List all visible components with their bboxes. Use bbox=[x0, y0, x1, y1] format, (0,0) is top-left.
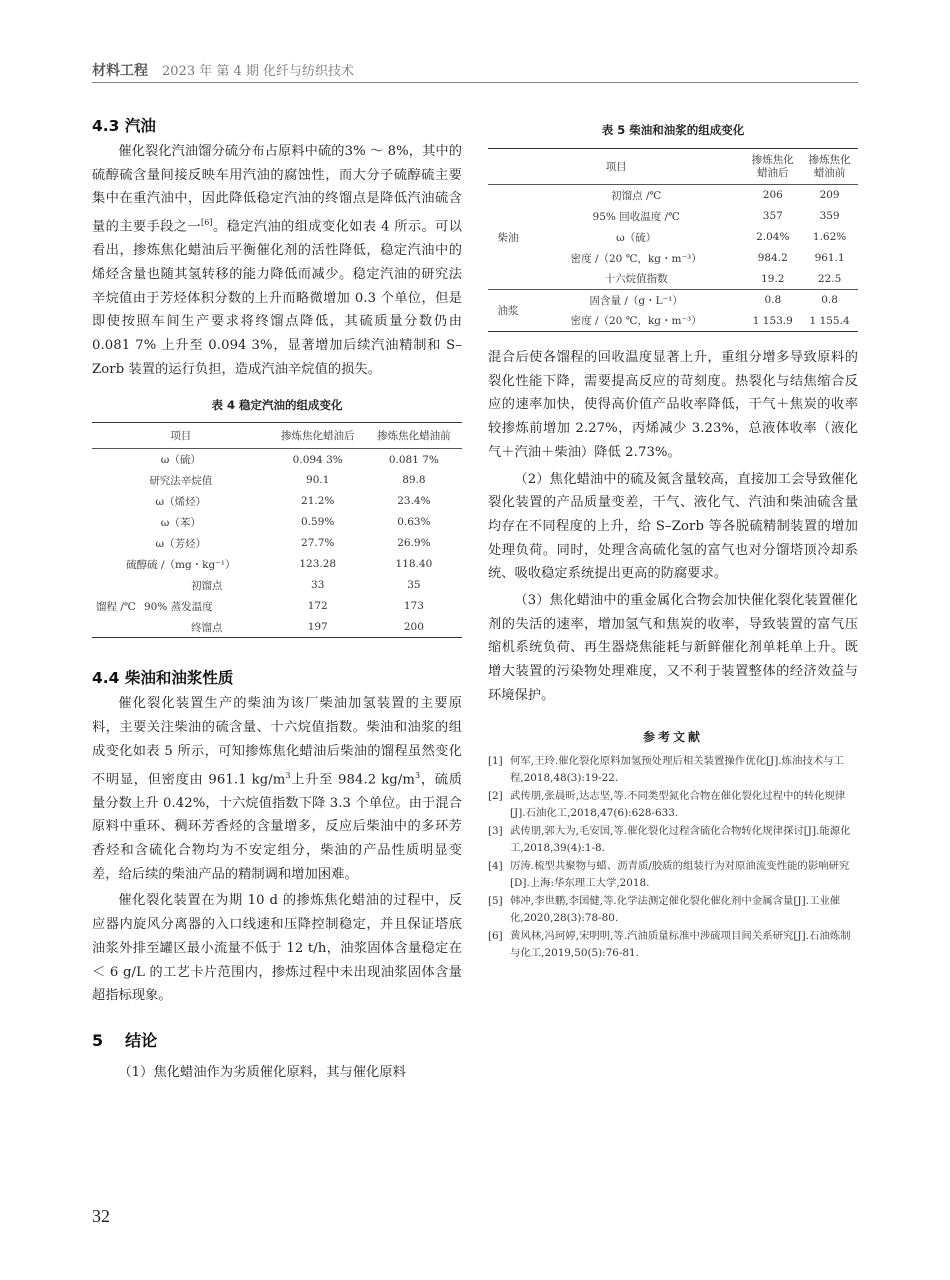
table-cell: 1 153.9 bbox=[752, 314, 793, 327]
table-4-caption: 表 4 稳定汽油的组成变化 bbox=[211, 398, 343, 413]
table-cell: 固含量 /（g・L⁻¹） bbox=[589, 294, 683, 307]
section-4-4-paragraph-2: 催化裂化装置在为期 10 d 的掺炼焦化蜡油的过程中，反应器内旋风分离器的入口线速和压降控制稳定，并且保证塔底油浆外排至罐区最小流量不低于 12 t/h，油浆固体含量稳定在＜ 6 g/L 的工艺卡片范围内，掺炼过程中未出现油浆固体含量超指标现象。 bbox=[92, 893, 462, 1004]
table-cell: ω（硫） bbox=[616, 231, 657, 244]
reference-item bbox=[488, 858, 858, 893]
conclusion-paragraph-3: （3）焦化蜡油中的重金属化合物会加快催化裂化装置催化剂的失活的速率，增加氢气和焦炭的收率，导致装置的富气压缩机系统负荷、再生器烧焦能耗与新鲜催化剂单耗单上升。既增大装置的污染物处理难度，又不利于装置整体的经济效益与环境保护。 bbox=[488, 593, 858, 703]
reference-number: [3] bbox=[488, 824, 503, 837]
table-cell: 十六烷值指数 bbox=[604, 273, 668, 286]
section-5-title bbox=[92, 1028, 462, 1051]
header-rule bbox=[92, 82, 858, 83]
table-cell: 27.7% bbox=[301, 537, 335, 550]
reference-item bbox=[488, 928, 858, 963]
table-cell: ω（苯） bbox=[160, 516, 201, 529]
section-5-number: 5 bbox=[92, 1030, 104, 1050]
references-title: 参考文献 bbox=[642, 729, 703, 744]
table-cell: 终馏点 bbox=[191, 621, 223, 634]
table-cell: 23.4% bbox=[397, 495, 431, 508]
table-row bbox=[488, 290, 858, 311]
table-group-label: 柴油 bbox=[497, 231, 519, 244]
table-row bbox=[92, 617, 462, 638]
table-cell: 密度 /（20 ℃，kg・m⁻³） bbox=[570, 252, 702, 265]
reference-number: [4] bbox=[488, 859, 503, 872]
issue-info: 2023 年 第 4 期 化纤与纺织技术 bbox=[162, 64, 355, 79]
table-cell: 123.28 bbox=[299, 558, 337, 571]
reference-number: [6] bbox=[488, 929, 503, 942]
table-cell: 0.8 bbox=[764, 294, 782, 307]
table-cell: 22.5 bbox=[817, 272, 842, 285]
running-header bbox=[92, 60, 858, 80]
reference-text: 武传朋,郭大为,毛安国,等.催化裂化过程含硫化合物转化规律探讨[J].能源化工,2018,39(4):1-8. bbox=[510, 824, 851, 855]
reference-item bbox=[488, 753, 858, 788]
table-cell: 0.59% bbox=[301, 516, 335, 529]
table-cell: 2.04% bbox=[756, 231, 790, 243]
table-cell: 33 bbox=[311, 579, 325, 592]
reference-number: [5] bbox=[488, 894, 503, 907]
section-4-4-paragraph-1: 催化裂化装置生产的柴油为该厂柴油加氢装置的主要原料，主要关注柴油的硫含量、十六烷值指数。柴油和油浆的组成变化如表 5 所示，可知掺炼焦化蜡油后柴油的馏程虽然变化不明显，但密度由 961.1 $kg/m^3$上升至 984.2 $kg/m^3$，硫质量分数上升 0.42%，十六烷值指数下降 3.3 个单位。由于混合原料中重环、稠环芳香烃的含量增多，反应后柴油中的多环芳香烃和含硫化合物均为不安定组分，柴油的产品性质明显变差，给后续的柴油产品的精制调和增加困难。 bbox=[92, 696, 462, 882]
table-cell: 0.8 bbox=[821, 294, 838, 307]
table-4-header: 掺炼焦化蜡油前 bbox=[377, 430, 451, 443]
table-cell: 26.9% bbox=[397, 537, 431, 550]
table-cell: 200 bbox=[403, 621, 424, 634]
conclusion-paragraph-1: 混合后使各馏程的回收温度显著上升，重组分增多导致原料的裂化性能下降，需要提高反应的苛刻度。热裂化与结焦缩合反应的速率加快，使得高价值产品收率降低，干气＋焦炭的收率较掺炼前增加 2.27%，丙烯减少 3.23%，总液体收率（液化气＋汽油＋柴油）降低 2.73%。 bbox=[488, 350, 858, 460]
table-cell: 172 bbox=[307, 600, 328, 613]
table-row bbox=[488, 185, 858, 206]
table-cell: 19.2 bbox=[761, 272, 785, 285]
table-row bbox=[92, 470, 462, 491]
table-row bbox=[92, 596, 462, 617]
table-cell: 1 155.4 bbox=[809, 314, 850, 327]
reference-item bbox=[488, 823, 858, 858]
table-5 bbox=[488, 148, 858, 332]
table-5-header: 掺炼焦化 蜡油后 bbox=[751, 153, 794, 179]
table-row bbox=[92, 512, 462, 533]
section-5-label: 结论 bbox=[125, 1030, 158, 1050]
reference-list bbox=[488, 753, 858, 963]
table-cell: ω（芳烃） bbox=[155, 537, 207, 550]
table-cell: 90.1 bbox=[306, 474, 330, 487]
reference-item bbox=[488, 788, 858, 823]
table-cell: 初馏点 /℃ bbox=[611, 189, 662, 202]
table-cell: 118.40 bbox=[395, 558, 433, 571]
table-row bbox=[488, 248, 858, 269]
table-cell: 95% 回收温度 /℃ bbox=[592, 210, 680, 223]
table-row bbox=[92, 575, 462, 596]
left-column bbox=[92, 114, 462, 1085]
table-cell: 0.094 3% bbox=[292, 453, 343, 466]
reference-text: 黄风林,冯珂婷,宋明明,等.汽油质量标准中涉硫项目间关系研究[J].石油炼制与化工,2019,50(5):76-81. bbox=[510, 929, 851, 960]
section-4-4-title: 4.4 柴油和油浆性质 bbox=[92, 669, 234, 688]
table-cell: 359 bbox=[819, 210, 840, 222]
table-4-header: 掺炼焦化蜡油后 bbox=[280, 430, 355, 443]
table-cell: 21.2% bbox=[301, 495, 335, 508]
table-cell: 89.8 bbox=[402, 474, 426, 487]
table-cell: 35 bbox=[407, 579, 421, 592]
table-cell: ω（硫） bbox=[160, 454, 201, 467]
table-row bbox=[488, 227, 858, 248]
reference-number: [2] bbox=[488, 789, 503, 802]
section-5-paragraph: （1）焦化蜡油作为劣质催化原料，其与催化原料 bbox=[118, 1064, 406, 1080]
table-cell: 984.2 bbox=[757, 252, 788, 264]
table-cell: 197 bbox=[307, 621, 328, 634]
table-5-header: 项目 bbox=[605, 161, 627, 173]
table-5-caption: 表 5 柴油和油浆的组成变化 bbox=[601, 123, 745, 137]
table-row bbox=[488, 269, 858, 290]
table-cell: 206 bbox=[762, 189, 783, 202]
table-cell: 357 bbox=[762, 210, 783, 222]
reference-text: 武传朋,张晨昕,达志坚,等.不同类型氮化合物在催化裂化过程中的转化规律[J].石油化工,2018,47(6):628-633. bbox=[510, 789, 846, 820]
reference-number: [1] bbox=[488, 754, 503, 767]
table-cell: 90% 蒸发温度 bbox=[144, 600, 213, 613]
section-4-3-title: 4.3 汽油 bbox=[92, 117, 156, 135]
table-row bbox=[92, 533, 462, 554]
reference-text: 厉涛.梳型共聚物与蜡、沥青质/胶质的组装行为对原油流变性能的影响研究[D].上海:华东理工大学,2018. bbox=[510, 859, 850, 890]
table-cell: 209 bbox=[819, 189, 840, 202]
table-cell: 173 bbox=[403, 600, 424, 613]
reference-item bbox=[488, 893, 858, 928]
table-cell: 0.081 7% bbox=[388, 453, 439, 466]
table-cell: 961.1 bbox=[814, 252, 845, 264]
reference-text: 韩冲,李世鹏,李国健,等.化学法测定催化裂化催化剂中金属含量[J].工业催化,2020,28(3):78-80. bbox=[510, 894, 841, 925]
reference-text: 何军,王玲.催化裂化原料加氢预处理后相关装置操作优化[J].炼油技术与工程,2018,48(3):19-22. bbox=[510, 754, 844, 785]
table-4-header: 项目 bbox=[170, 430, 192, 443]
table-row bbox=[92, 554, 462, 575]
table-4 bbox=[92, 422, 462, 638]
table-cell: 1.62% bbox=[812, 231, 847, 243]
right-column bbox=[488, 122, 858, 963]
table-cell: 研究法辛烷值 bbox=[149, 474, 213, 487]
section-4-3-paragraph: 催化裂化汽油馏分硫分布占原料中硫的3% ～ 8%，其中的硫醇硫含量间接反映车用汽油的腐蚀性，而大分子硫醇硫主要集中在重汽油中，因此降低稳定汽油的终馏点是降低汽油硫含量的主要手段之一[6]。稳定汽油的组成变化如表 4 所示。可以看出，掺炼焦化蜡油后平衡催化剂的活性降低，稳定汽油中的烯烃含量也随其氢转移的能力降低而减少。稳定汽油的研究法辛烷值由于芳烃体积分数的上升而略微增加 0.3 个单位，但是即使按照车间生产要求将终馏点降低，其硫质量分数仍由 0.081 7% 上升至 0.094 3%，显著增加后续汽油精制和 S–Zorb 装置的运行负担，造成汽油辛烷值的损失。 bbox=[92, 144, 462, 377]
journal-name: 材料工程 bbox=[92, 63, 148, 79]
table-row bbox=[488, 206, 858, 227]
table-cell: 初馏点 bbox=[191, 579, 223, 592]
table-group-label: 油浆 bbox=[497, 305, 519, 317]
table-row bbox=[92, 449, 462, 470]
table-cell: ω（烯烃） bbox=[155, 495, 207, 508]
page-number: 32 bbox=[92, 1206, 110, 1226]
conclusion-paragraph-2: （2）焦化蜡油中的硫及氮含量较高，直接加工会导致催化裂化装置的产品质量变差，干气、液化气、汽油和柴油硫含量均存在不同程度的上升，给 S–Zorb 等各脱硫精制装置的增加处理负荷。同时，处理含高硫化氢的富气也对分馏塔顶冷却系统、吸收稳定系统提出更高的防腐要求。 bbox=[488, 471, 858, 582]
table-cell: 0.63% bbox=[397, 516, 431, 529]
table-5-header: 掺炼焦化 蜡油前 bbox=[808, 153, 851, 179]
table-group-label: 馏程 /℃ bbox=[96, 600, 136, 613]
table-cell: 密度 /（20 ℃，kg・m⁻³） bbox=[570, 315, 702, 328]
table-cell: 硫醇硫 /（mg・kg⁻¹） bbox=[126, 558, 236, 571]
table-row bbox=[488, 311, 858, 332]
table-row bbox=[92, 491, 462, 512]
